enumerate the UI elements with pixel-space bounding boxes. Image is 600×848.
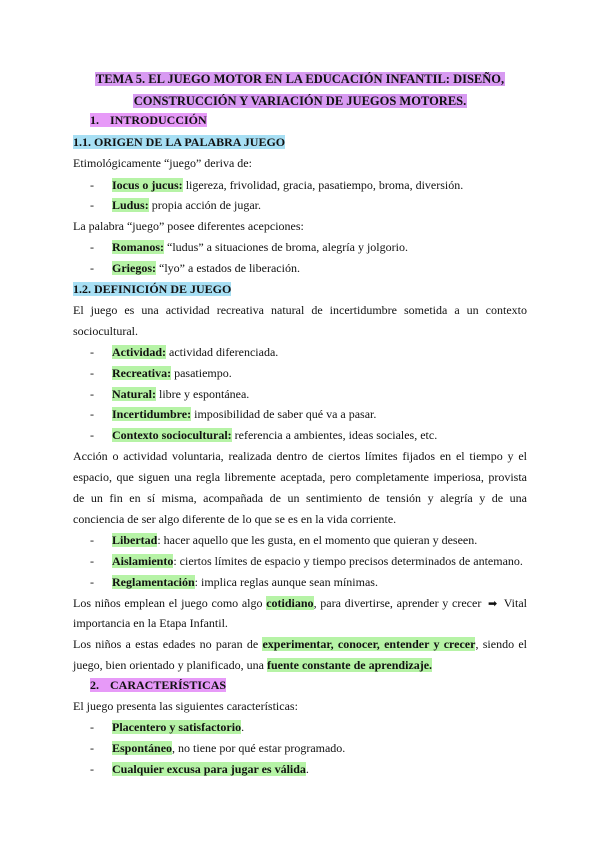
etymology-intro: Etimológicamente “juego” deriva de:: [73, 156, 252, 170]
paragraph-line: sociocultural.: [73, 324, 138, 338]
list-item: - Cualquier excusa para jugar es válida.: [90, 762, 309, 776]
subsection-1-2-heading: [73, 281, 231, 297]
section-number: 1.: [90, 113, 99, 127]
section-1-heading: [90, 112, 207, 128]
list-item: - Incertidumbre: imposibilidad de saber qué va a pasar.: [90, 407, 377, 421]
section-number: 2.: [90, 678, 99, 692]
section-title: CARACTERÍSTICAS: [110, 678, 227, 692]
paragraph-line: espacio, que siguen una regla libremente aceptada, pero completamente imperiosa, provista: [73, 470, 527, 484]
highlight: cotidiano: [266, 596, 314, 610]
list-item: - Contexto sociocultural: referencia a ambientes, ideas sociales, etc.: [90, 428, 438, 442]
list-item: - Aislamiento: ciertos límites de espacio y tiempo precisos determinados de antemano.: [90, 554, 523, 568]
paragraph-line: Los niños emplean el juego como algo cotidiano, para divertirse, aprender y crecer ➡ Vital: [73, 596, 527, 610]
term: Recreativa:: [112, 366, 172, 380]
term: Reglamentación: [112, 575, 195, 589]
list-item: - Natural: libre y espontánea.: [90, 387, 250, 401]
section-2-heading: [90, 677, 226, 693]
term: Espontáneo: [112, 741, 173, 755]
list-item: - Actividad: actividad diferenciada.: [90, 345, 279, 359]
term: Griegos:: [112, 261, 156, 275]
document-title: [0, 68, 600, 112]
paragraph-line: El juego es una actividad recreativa natural de incertidumbre sometida a un contexto: [73, 303, 527, 317]
term: Placentero y satisfactorio: [112, 720, 242, 734]
highlight: experimentar, conocer, entender y crecer: [262, 637, 476, 651]
subsection-1-1-heading: [73, 134, 285, 150]
term: Ludus:: [112, 198, 149, 212]
term: Libertad: [112, 533, 158, 547]
highlight: fuente constante de aprendizaje.: [266, 658, 433, 672]
paragraph-line: Acción o actividad voluntaria, realizada dentro de ciertos límites fijados en el tiempo y el: [73, 449, 527, 463]
term: Incertidumbre:: [112, 407, 192, 421]
list-item: - Ludus: propia acción de jugar.: [90, 198, 261, 212]
arrow-right-icon: ➡: [488, 597, 498, 610]
paragraph-line: conciencia de ser algo diferente de lo que se es en la vida corriente.: [73, 512, 397, 526]
list-item: - Reglamentación: implica reglas aunque sean mínimas.: [90, 575, 378, 589]
term: Romanos:: [112, 240, 165, 254]
paragraph-line: de un fin en sí misma, acompañada de un sentimiento de tensión y alegría y de una: [73, 491, 527, 505]
term: Cualquier excusa para jugar es válida: [112, 762, 306, 776]
list-item: - Iocus o jucus: ligereza, frivolidad, gracia, pasatiempo, broma, diversión.: [90, 178, 464, 192]
term: Natural:: [112, 387, 156, 401]
section-title: INTRODUCCIÓN: [110, 113, 207, 127]
term: Iocus o jucus:: [112, 178, 183, 192]
list-item: - Libertad: hacer aquello que les gusta, en el momento que quieran y deseen.: [90, 533, 478, 547]
characteristics-intro: El juego presenta las siguientes características:: [73, 699, 298, 713]
list-item: - Recreativa: pasatiempo.: [90, 366, 232, 380]
acepciones-intro: La palabra “juego” posee diferentes acepciones:: [73, 219, 304, 233]
subsection-title: 1.2. DEFINICIÓN DE JUEGO: [73, 282, 232, 296]
paragraph-line: Los niños a estas edades no paran de experimentar, conocer, entender y crecer, siendo el: [73, 637, 527, 651]
list-item: - Griegos: “lyo” a estados de liberación.: [90, 261, 300, 275]
paragraph-line: juego, bien orientado y planificado, una fuente constante de aprendizaje.: [73, 658, 433, 672]
list-item: - Espontáneo, no tiene por qué estar programado.: [90, 741, 346, 755]
term: Contexto sociocultural:: [112, 428, 232, 442]
title-line-2: CONSTRUCCIÓN Y VARIACIÓN DE JUEGOS MOTORES.: [133, 94, 467, 108]
list-item: - Romanos: “ludus” a situaciones de broma, alegría y jolgorio.: [90, 240, 408, 254]
list-item: - Placentero y satisfactorio.: [90, 720, 245, 734]
term: Actividad:: [112, 345, 166, 359]
title-line-1: TEMA 5. EL JUEGO MOTOR EN LA EDUCACIÓN INFANTIL: DISEÑO,: [95, 72, 505, 86]
term: Aislamiento: [112, 554, 174, 568]
paragraph-line: importancia en la Etapa Infantil.: [73, 616, 228, 630]
subsection-title: 1.1. ORIGEN DE LA PALABRA JUEGO: [73, 135, 286, 149]
